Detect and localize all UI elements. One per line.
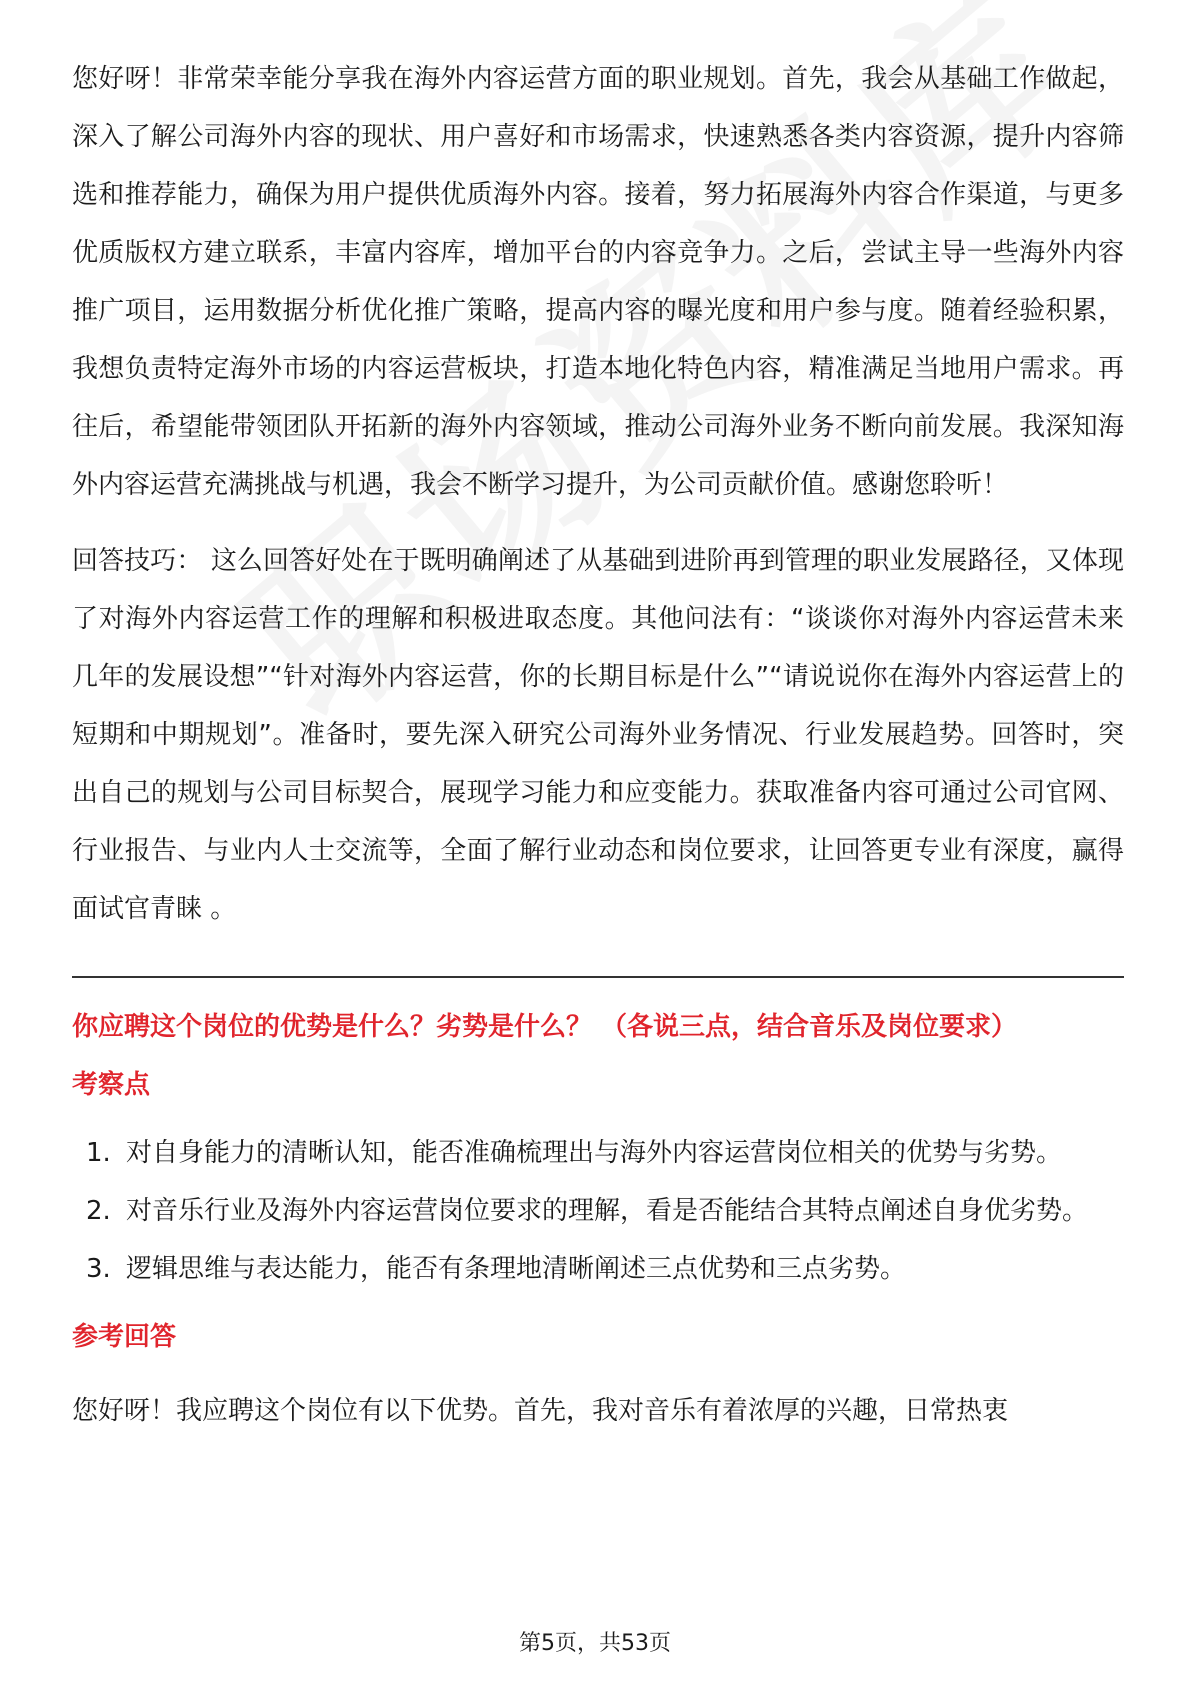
list-item	[72, 1124, 1124, 1182]
examine-heading: 考察点	[72, 1070, 151, 1100]
list-item-number: 3.	[86, 1254, 111, 1284]
list-item-text: 对音乐行业及海外内容运营岗位要求的理解，看是否能结合其特点阐述自身优劣势。	[126, 1196, 1089, 1226]
list-item-number: 2.	[86, 1196, 111, 1226]
list-item	[72, 1240, 1124, 1298]
document-page	[72, 50, 1124, 1440]
page-footer: 第5页，共53页	[519, 1631, 671, 1656]
list-item-number: 1.	[86, 1138, 111, 1168]
section-divider	[72, 976, 1124, 978]
tips-paragraph: 回答技巧： 这么回答好处在于既明确阐述了从基础到进阶再到管理的职业发展路径，又体现了对海外内容运营工作的理解和积极进取态度。其他问法有：“谈谈你对海外内容运营未来几年的发展设想”“针对海外内容运营，你的长期目标是什么”“请说说你在海外内容运营上的短期和中期规划”。准备时，要先深入研究公司海外业务情况、行业发展趋势。回答时，突出自己的规划与公司目标契合，展现学习能力和应变能力。获取准备内容可通过公司官网、行业报告、与业内人士交流等，全面了解行业动态和岗位要求，让回答更专业有深度，赢得面试官青睐 。	[72, 546, 1124, 924]
list-item	[72, 1182, 1124, 1240]
intro-paragraph: 您好呀！非常荣幸能分享我在海外内容运营方面的职业规划。首先，我会从基础工作做起，深入了解公司海外内容的现状、用户喜好和市场需求，快速熟悉各类内容资源，提升内容筛选和推荐能力，确保为用户提供优质海外内容。接着，努力拓展海外内容合作渠道，与更多优质版权方建立联系，丰富内容库，增加平台的内容竞争力。之后，尝试主导一些海外内容推广项目，运用数据分析优化推广策略，提高内容的曝光度和用户参与度。随着经验积累，我想负责特定海外市场的内容运营板块，打造本地化特色内容，精准满足当地用户需求。再往后，希望能带领团队开拓新的海外内容领域，推动公司海外业务不断向前发展。我深知海外内容运营充满挑战与机遇，我会不断学习提升，为公司贡献价值。感谢您聆听！	[72, 64, 1124, 500]
question-title: 你应聘这个岗位的优势是什么？劣势是什么？ （各说三点，结合音乐及岗位要求）	[72, 1012, 1018, 1042]
list-item-text: 对自身能力的清晰认知，能否准确梳理出与海外内容运营岗位相关的优势与劣势。	[126, 1138, 1063, 1168]
answer-paragraph: 您好呀！我应聘这个岗位有以下优势。首先，我对音乐有着浓厚的兴趣，日常热衷	[72, 1396, 1009, 1426]
answer-heading: 参考回答	[72, 1322, 177, 1352]
examine-points-list	[72, 1124, 1124, 1298]
list-item-text: 逻辑思维与表达能力，能否有条理地清晰阐述三点优势和三点劣势。	[126, 1254, 907, 1284]
